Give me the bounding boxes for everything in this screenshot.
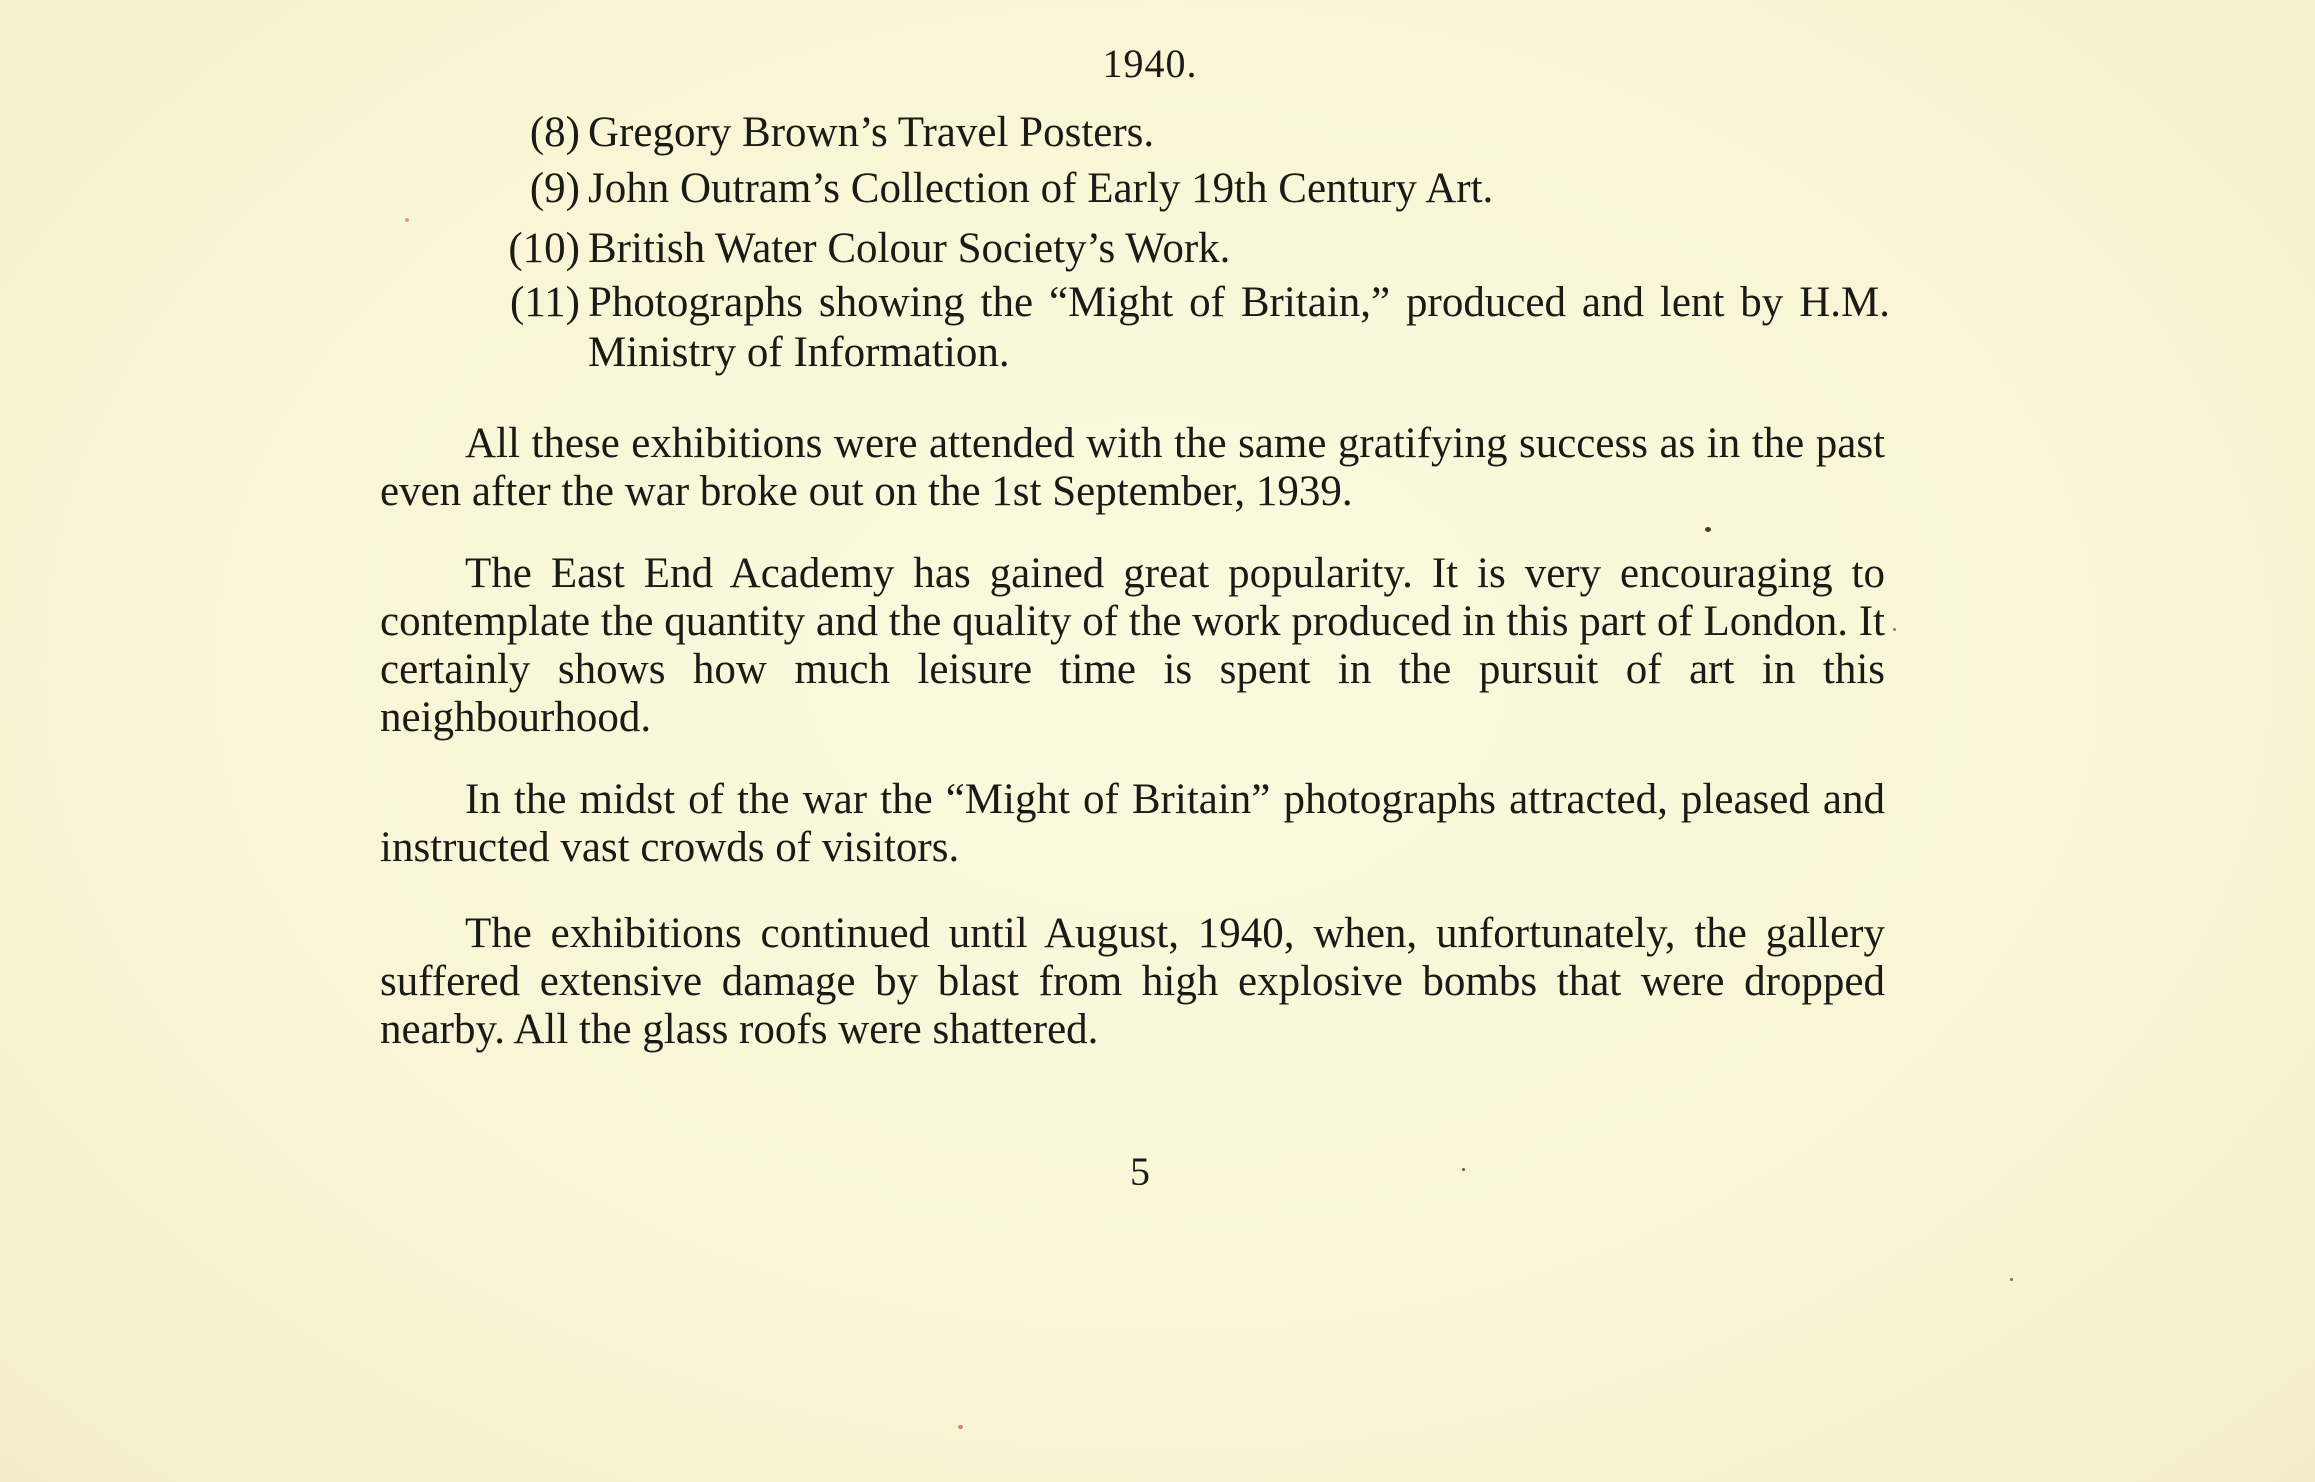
paragraph-academy: The East End Academy has gained great popularity. It is very encouraging to contemplate the quantity and the quality of the work produced in this part of London. It certainly shows how much leisure time is spent in the pursuit of art in this neighbourhood. [380,550,1885,741]
exhibition-number: (9) [529,165,580,212]
exhibition-number: (8) [529,109,580,156]
paragraph-might-of-britain: In the midst of the war the “Might of Britain” photographs attracted, pleased and instructed vast crowds of visitors. [380,776,1885,871]
paper-speck [2010,1278,2013,1281]
paper-speck [405,218,409,222]
paragraph-bomb-damage: The exhibitions continued until August, 1940, when, unfortunately, the gallery suffered extensive damage by blast from high explosive bombs that were dropped nearby. All the glass roofs were shattered. [380,910,1885,1053]
exhibition-text: John Outram’s Collection of Early 19th Century Art. [588,165,1494,212]
page-header-year: 1940. [1102,41,1198,86]
exhibition-item-8 [470,108,1890,158]
exhibition-text: Gregory Brown’s Travel Posters. [588,109,1155,156]
exhibition-number: (11) [509,279,580,326]
exhibition-item-10 [470,224,1890,274]
paper-speck [1893,628,1896,631]
paragraph-attendance: All these exhibitions were attended with the same gratifying success as in the past even after the war broke out on the 1st September, 1939. [380,420,1885,515]
paper-speck [1462,1168,1465,1171]
exhibition-number: (10) [508,225,580,272]
exhibition-item-9 [470,164,1890,214]
paper-speck [1705,527,1711,532]
page-number: 5 [1130,1149,1150,1194]
exhibition-item-11 [470,278,1890,378]
paper-speck [958,1425,963,1429]
exhibition-text: Photographs showing the “Might of Britain,” produced and lent by H.M. Ministry of Information. [588,279,1890,376]
exhibition-text: British Water Colour Society’s Work. [588,225,1231,272]
